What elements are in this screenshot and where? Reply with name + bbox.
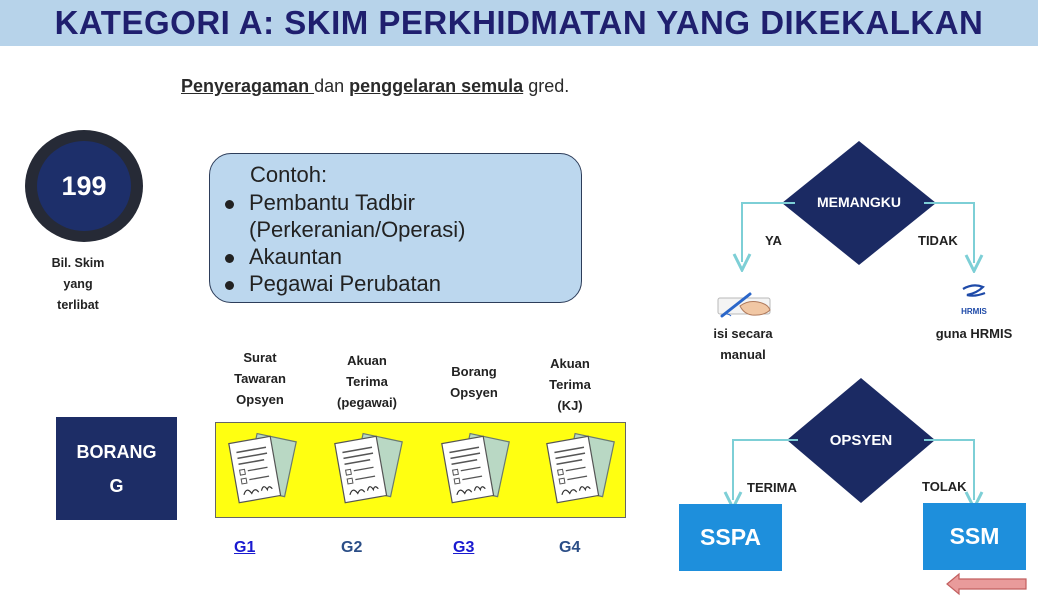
opsyen-label: OPSYEN xyxy=(829,432,893,449)
doc-label-line: Surat xyxy=(243,350,277,365)
subtitle-bold-1: Penyeragaman xyxy=(181,76,315,96)
terima-label: TERIMA xyxy=(747,480,797,495)
tidak-label: TIDAK xyxy=(918,233,958,248)
borang-line: G xyxy=(109,475,124,496)
examples-heading: Contoh: xyxy=(250,162,328,187)
hrmis-logo-text: HRMIS xyxy=(961,307,987,316)
stat-value: 199 xyxy=(37,141,131,231)
subtitle-bold-2: penggelaran semula xyxy=(349,76,524,96)
g2-label: G2 xyxy=(341,539,363,556)
subtitle-text-1: dan xyxy=(314,76,350,96)
manual-caption xyxy=(693,323,793,365)
doc-label-line: Akuan xyxy=(347,353,387,368)
doc-label-line: Borang xyxy=(451,364,497,379)
manual-caption-line: isi secara xyxy=(713,326,773,341)
sspa-box: SSPA xyxy=(679,504,782,571)
doc-label-line: Terima xyxy=(549,377,591,392)
examples-item-text: Akauntan xyxy=(249,244,342,269)
g1-link[interactable]: G1 xyxy=(234,539,256,556)
tolak-label: TOLAK xyxy=(922,479,967,494)
memangku-label: MEMANGKU xyxy=(817,194,901,210)
doc-label-line: Opsyen xyxy=(236,392,284,407)
hrmis-caption: guna HRMIS xyxy=(935,326,1013,341)
subtitle-text-2: gred. xyxy=(523,76,570,96)
ya-label: YA xyxy=(765,233,782,248)
ssm-box: SSM xyxy=(923,503,1026,570)
examples-item-text: Pembantu Tadbir xyxy=(249,190,415,215)
back-arrow-icon[interactable] xyxy=(946,572,1028,596)
stat-caption-line: terlibat xyxy=(57,298,99,312)
doc-label-line: Opsyen xyxy=(450,385,498,400)
borang-line: BORANG xyxy=(76,441,157,462)
hrmis-logo xyxy=(961,285,987,316)
g4-label: G4 xyxy=(559,539,581,556)
slide-title: KATEGORI A: SKIM PERKHIDMATAN YANG DIKEKALKAN xyxy=(54,4,984,41)
doc-label-line: Akuan xyxy=(550,356,590,371)
examples-item-text: Pegawai Perubatan xyxy=(249,271,442,296)
doc-label-line: Tawaran xyxy=(234,371,286,386)
examples-item-text: (Perkeranian/Operasi) xyxy=(249,217,466,242)
stat-caption-line: yang xyxy=(63,277,93,291)
stat-caption-line: Bil. Skim xyxy=(51,256,105,270)
g3-link[interactable]: G3 xyxy=(453,539,475,556)
doc-label-line: Terima xyxy=(346,374,388,389)
doc-label-line: (KJ) xyxy=(557,398,583,413)
manual-caption-line: manual xyxy=(720,347,766,362)
doc-label-line: (pegawai) xyxy=(337,395,397,410)
hand-writing-icon xyxy=(718,294,770,316)
